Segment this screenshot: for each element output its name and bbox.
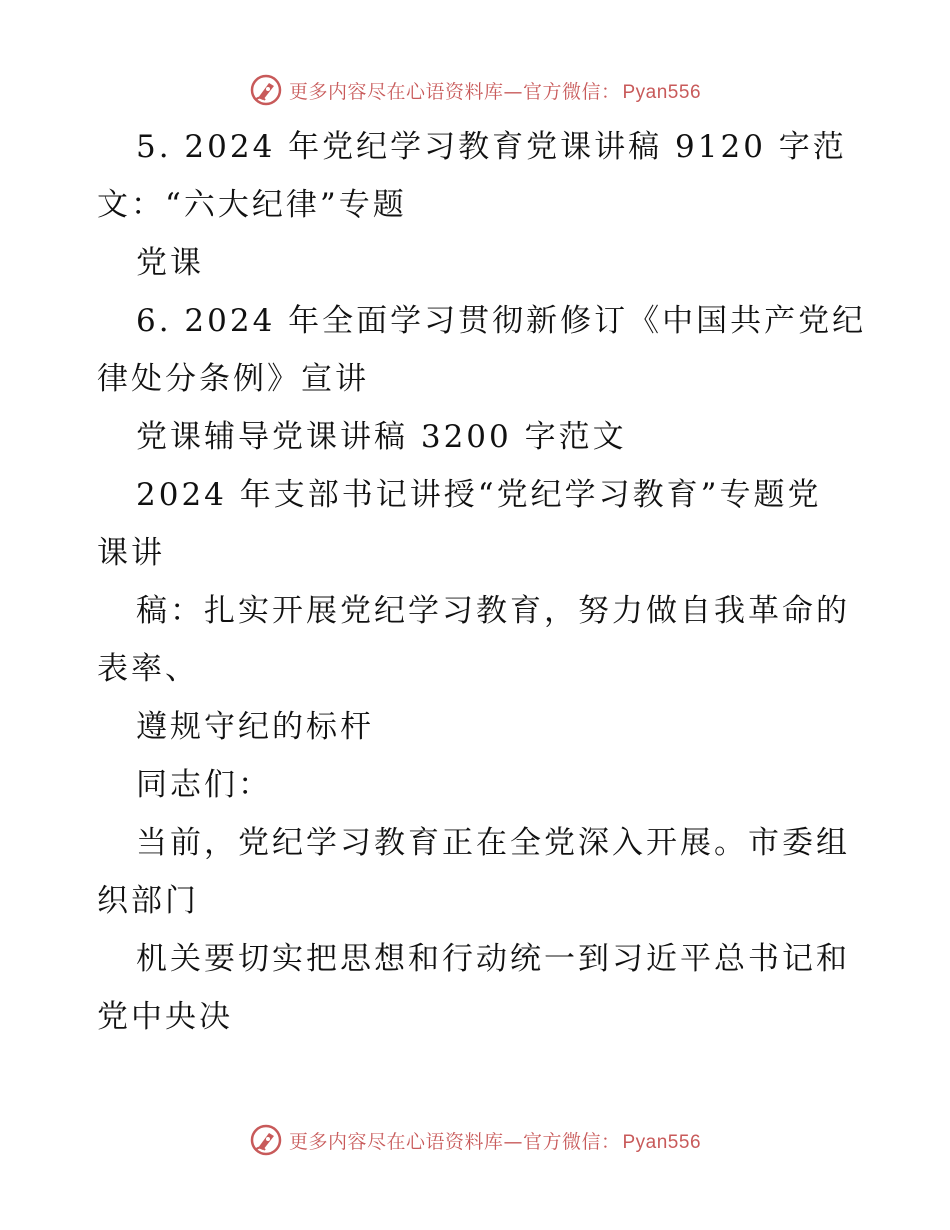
text-line: 党课辅导党课讲稿 3200 字范文 [136, 419, 627, 455]
text-line: 稿：扎实开展党纪学习教育，努力做自我革命的 [136, 593, 850, 629]
watermark-account: Pyan556 [622, 1131, 702, 1153]
text-line: 当前，党纪学习教育正在全党深入开展。市委组 [136, 825, 850, 861]
text-line: 机关要切实把思想和行动统一到习近平总书记和 [136, 941, 850, 977]
text-line: 文：“六大纪律”专题 [97, 187, 407, 223]
text-line: 遵规守纪的标杆 [136, 709, 374, 745]
watermark-text: 更多内容尽在心语资料库—官方微信： Pyan556 [288, 80, 702, 103]
watermark-text: 更多内容尽在心语资料库—官方微信： Pyan556 [288, 1130, 702, 1153]
text-line: 同志们： [136, 767, 272, 803]
text-line: 党中央决 [97, 999, 233, 1035]
pen-nib-logo-icon [249, 73, 283, 107]
text-line: 2024 年支部书记讲授“党纪学习教育”专题党 [136, 477, 822, 513]
header-watermark [0, 70, 950, 110]
text-line: 党课 [136, 245, 204, 281]
document-body [97, 118, 867, 1046]
watermark-account: Pyan556 [622, 81, 702, 103]
footer-watermark [0, 1120, 950, 1160]
pen-nib-logo-icon [249, 1123, 283, 1157]
text-line: 课讲 [97, 535, 165, 571]
text-line: 6. 2024 年全面学习贯彻新修订《中国共产党纪 [136, 303, 867, 339]
text-line: 表率、 [97, 651, 199, 687]
text-line: 织部门 [97, 883, 199, 919]
text-line: 5. 2024 年党纪学习教育党课讲稿 9120 字范 [136, 129, 847, 165]
text-line: 律处分条例》宣讲 [97, 361, 369, 397]
